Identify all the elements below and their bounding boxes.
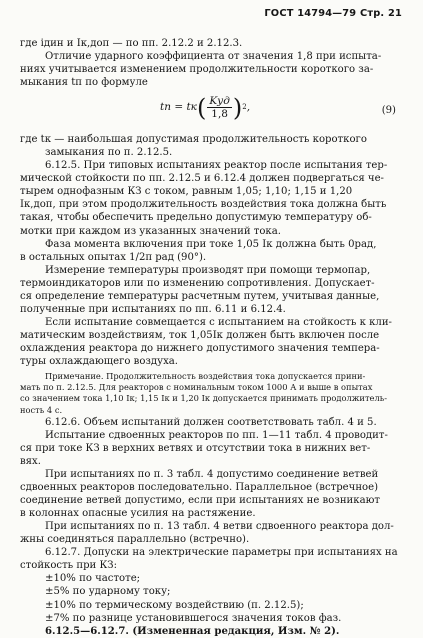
text-line: При испытаниях по п. 13 табл. 4 ветви сдвоенного реактора дол- bbox=[45, 521, 394, 533]
formula-lhs: tп = tк bbox=[160, 101, 197, 114]
text-line: сдвоенных реакторов последовательно. Параллельное (встречное) bbox=[20, 482, 379, 494]
text-line: такая, чтобы обеспечить предельно допустимую температуру об- bbox=[20, 212, 372, 224]
text-line: Отличие ударного коэффициента от значения 1,8 при испыта- bbox=[45, 51, 382, 63]
note-line: мать по п. 2.12.5. Для реакторов с номинальным током 1000 А и выше в опытах bbox=[20, 382, 373, 393]
text-line: в колоннах опасные усилия на растяжение. bbox=[20, 508, 256, 520]
text-line: где iдин и Iк,доп — по пп. 2.12.2 и 2.12.3. bbox=[20, 38, 243, 49]
text-line: охлаждения реактора до нижнего допустимого значения темпера- bbox=[20, 342, 380, 354]
fraction-numerator: Kуд bbox=[209, 95, 230, 108]
list-item: ±10% по термическому воздействию (п. 2.12.5); bbox=[45, 599, 304, 611]
text-line: 6.12.6. Объем испытаний должен соответствовать табл. 4 и 5. bbox=[45, 416, 377, 428]
fraction-denominator: 1,8 bbox=[211, 108, 228, 121]
text-line: При испытаниях по п. 3 табл. 4 допустимо соединение ветвей bbox=[45, 469, 379, 481]
formula-power: 2 bbox=[242, 103, 247, 112]
text-line: тырем однофазным КЗ с током, равным 1,05; 1,10; 1,15 и 1,20 bbox=[20, 186, 353, 198]
formula-fraction bbox=[207, 95, 232, 120]
list-item: ±7% по разнице установившегося значения токов фаз. bbox=[45, 612, 342, 624]
text-line: жны соединяться параллельно (встречно). bbox=[20, 534, 250, 546]
text-line: ся при токе КЗ в верхних ветвях и отсутствии тока в нижних вет- bbox=[20, 442, 371, 454]
text-line: ниях учитывается изменением продолжительности короткого за- bbox=[20, 64, 374, 76]
text-line: Если испытание совмещается с испытанием на стойкость к кли- bbox=[45, 316, 392, 328]
text-line: вях. bbox=[20, 455, 41, 467]
text-line: 6.12.7. Допуски на электрические параметры при испытаниях на bbox=[45, 547, 398, 559]
text-line: матическим воздействиям, ток 1,05Iк должен быть включен после bbox=[20, 329, 380, 341]
tolerance-list bbox=[20, 572, 402, 624]
text-line: мотки при каждом из указанных значений тока. bbox=[20, 225, 281, 237]
text-line: мыкания tп по формуле bbox=[20, 77, 148, 89]
text-line: туры охлаждающего воздуха. bbox=[20, 355, 179, 367]
note-line: Примечание. Продолжительность воздействия тока допускается прини- bbox=[45, 371, 366, 382]
formula-9 bbox=[20, 91, 402, 131]
text-line: 6.12.5. При типовых испытаниях реактор после испытания тер- bbox=[45, 160, 388, 172]
text-line: Iк,доп, при этом продолжительность воздействия тока должна быть bbox=[20, 199, 387, 211]
text-line: замыкания по п. 2.12.5. bbox=[45, 147, 173, 159]
text-line: Измерение температуры производят при помощи термопар, bbox=[45, 264, 371, 276]
formula-expression: tп = tк ( $\frac{\text{Kуд}}{1,8}$ ) 2 , bbox=[160, 93, 251, 122]
text-line: соединение ветвей допустимо, если при испытаниях не возникают bbox=[20, 495, 380, 507]
amendment-line: 6.12.5—6.12.7. (Измененная редакция, Изм. № 2). bbox=[45, 625, 340, 637]
text-line: Фаза момента включения при токе 1,05 Iк должна быть 0рад, bbox=[45, 238, 377, 250]
text-line: в остальных опытах 1/2π рад (90°). bbox=[20, 251, 207, 263]
note-block bbox=[20, 371, 402, 416]
left-paren: ( bbox=[196, 93, 207, 122]
list-item: ±5% по ударному току; bbox=[45, 586, 171, 598]
text-line: мической стойкости по пп. 2.12.5 и 6.12.4 должен подвергаться че- bbox=[20, 173, 384, 185]
list-item: ±10% по частоте; bbox=[45, 573, 141, 585]
text-line: ся определение температуры расчетным путем, учитывая данные, bbox=[20, 290, 380, 302]
text-line: Испытание сдвоенных реакторов по пп. 1—11 табл. 4 проводит- bbox=[45, 429, 388, 441]
formula-number: (9) bbox=[381, 105, 396, 117]
right-paren: ) bbox=[232, 93, 243, 122]
text-line: полученные при испытаниях по пп. 6.11 и 6.12.4. bbox=[20, 303, 286, 315]
text-line: термоиндикаторов или по изменению сопротивления. Допускает- bbox=[20, 277, 375, 289]
text-line: стойкость при КЗ: bbox=[20, 560, 117, 572]
note-line: ность 4 с. bbox=[20, 404, 63, 415]
document-body bbox=[20, 37, 402, 638]
page-header: ГОСТ 14794—79 Стр. 21 bbox=[264, 8, 402, 19]
text-line: где tк — наибольшая допустимая продолжительность короткого bbox=[20, 134, 367, 146]
note-line: со значением тока 1,10 Iк; 1,15 Iк и 1,20 Iк допускается принимать продолжитель- bbox=[20, 393, 388, 404]
